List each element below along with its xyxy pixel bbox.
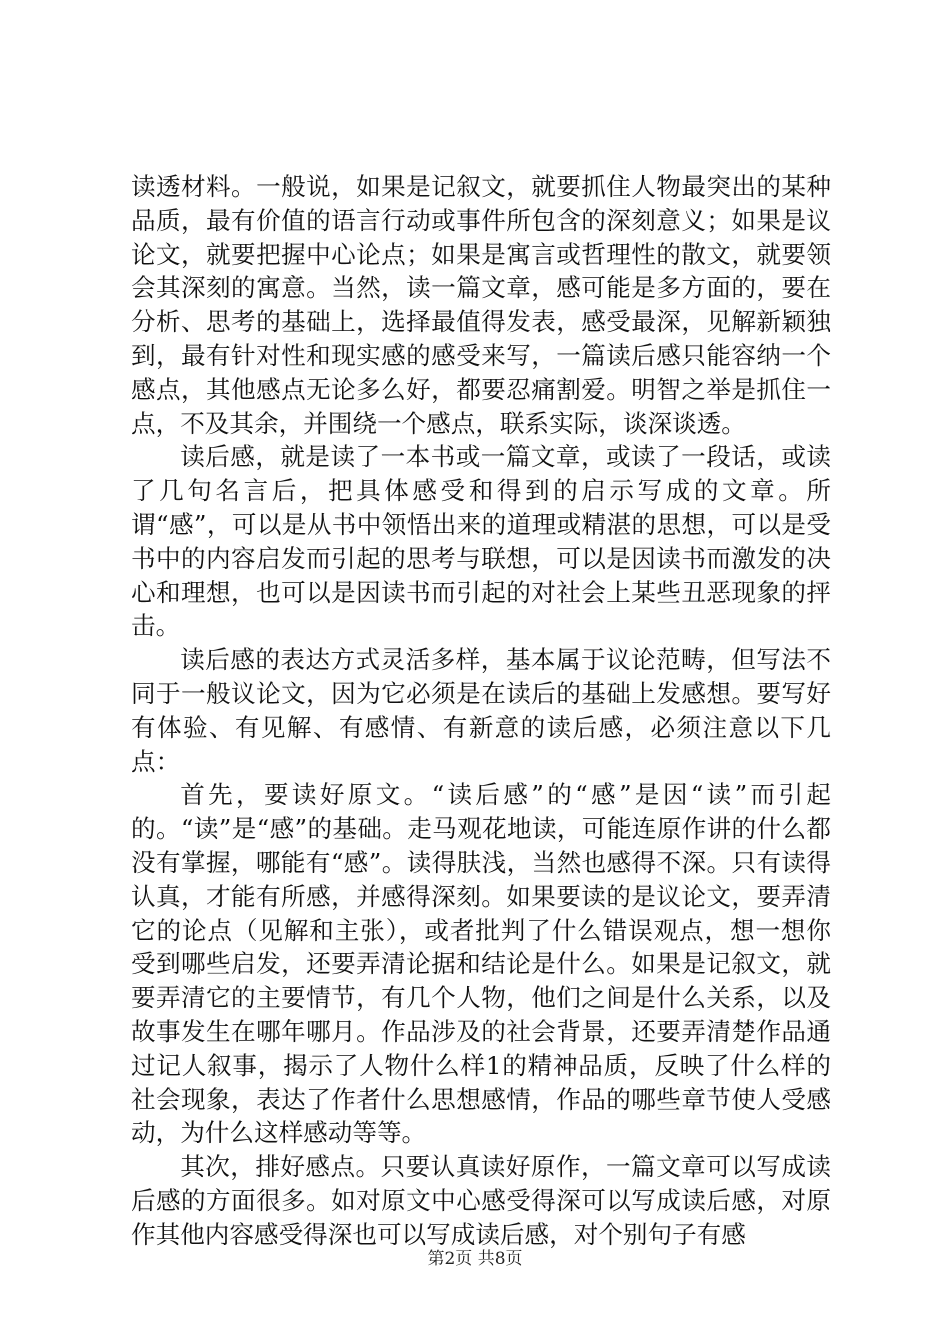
document-body: [131, 170, 831, 1252]
paragraph-5: 其次，排好感点。只要认真读好原作，一篇文章可以写成读后感的方面很多。如对原文中心感受得深可以写成读后感，对原作其他内容感受得深也可以写成读后感，对个别句子有感: [131, 1152, 831, 1249]
page-footer: 第2页 共8页: [427, 1249, 523, 1269]
paragraph-4: 首先，要读好原文。“读后感”的“感”是因“读”而引起的。“读”是“感”的基础。走马观花地读，可能连原作讲的什么都没有掌握，哪能有“感”。读得肤浅，当然也感得不深。只有读得认真，才能有所感，并感得深刻。如果要读的是议论文，要弄清它的论点（见解和主张），或者批判了什么错误观点，想一想你受到哪些启发，还要弄清论据和结论是什么。如果是记叙文，就要弄清它的主要情节，有几个人物，他们之间是什么关系，以及故事发生在哪年哪月。作品涉及的社会背景，还要弄清楚作品通过记人叙事，揭示了人物什么样1的精神品质，反映了什么样的社会现象，表达了作者什么思想感情，作品的哪些章节使人受感动，为什么这样感动等等。: [131, 780, 831, 1148]
paragraph-3: 读后感的表达方式灵活多样，基本属于议论范畴，但写法不同于一般议论文，因为它必须是在读后的基础上发感想。要写好有体验、有见解、有感情、有新意的读后感，必须注意以下几点：: [131, 645, 831, 776]
paragraph-1: 读透材料。一般说，如果是记叙文，就要抓住人物最突出的某种品质，最有价值的语言行动或事件所包含的深刻意义；如果是议论文，就要把握中心论点；如果是寓言或哲理性的散文，就要领会其深刻的寓意。当然，读一篇文章，感可能是多方面的，要在分析、思考的基础上，选择最值得发表，感受最深，见解新颖独到，最有针对性和现实感的感受来写，一篇读后感只能容纳一个感点，其他感点无论多么好，都要忍痛割爱。明智之举是抓住一点，不及其余，并围绕一个感点，联系实际，谈深谈透。: [131, 172, 831, 438]
paragraph-2: 读后感，就是读了一本书或一篇文章，或读了一段话，或读了几句名言后，把具体感受和得到的启示写成的文章。所谓“感”，可以是从书中领悟出来的道理或精湛的思想，可以是受书中的内容启发而引起的思考与联想，可以是因读书而激发的决心和理想，也可以是因读书而引起的对社会上某些丑恶现象的抨击。: [131, 442, 831, 641]
